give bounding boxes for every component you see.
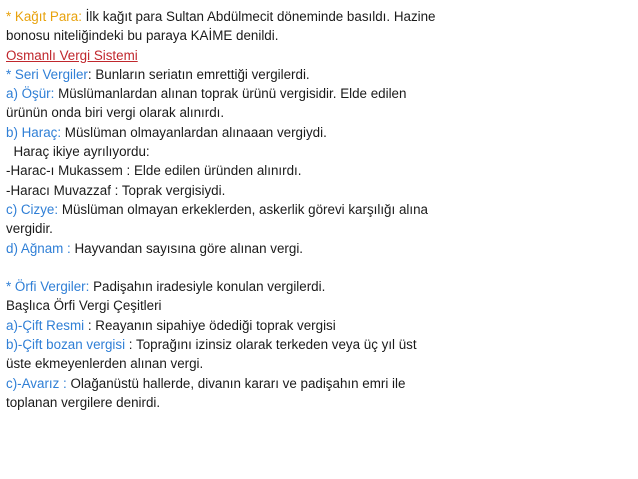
body-text: Haraç ikiye ayrılıyordu: [6, 144, 150, 160]
body-text: toplanan vergilere denirdi. [6, 394, 161, 410]
text-line [6, 181, 634, 200]
term-label: d) Ağnam : [6, 240, 71, 256]
term-label: * Seri Vergiler [6, 66, 88, 82]
term-label: b)-Çift bozan vergisi [6, 337, 126, 353]
body-text: Olağanüstü hallerde, divanın kararı ve padişahın emri ile [66, 375, 406, 391]
term-label: c) Cizye: [6, 201, 59, 217]
text-line [6, 239, 634, 258]
body-text: İlk kağıt para Sultan Abdülmecit döneminde basıldı. Hazine [81, 9, 436, 24]
term-label: c)-Avarız : [6, 375, 67, 391]
body-text: vergidir. [6, 221, 53, 237]
body-text: üste ekmeyenlerden alınan vergi. [6, 356, 204, 372]
text-line [6, 374, 634, 393]
term-label: b) Haraç: [6, 124, 62, 140]
text-line [6, 26, 634, 45]
term-label: a)-Çift Resmi [6, 317, 85, 333]
body-text: Başlıca Örfi Vergi Çeşitleri [6, 298, 162, 314]
text-line [6, 142, 634, 161]
text-line [6, 46, 634, 65]
term-label: * Örfi Vergiler: [6, 279, 90, 295]
section-heading: Osmanlı Vergi Sistemi [6, 47, 138, 63]
text-line [6, 123, 634, 142]
text-line [6, 84, 634, 103]
term-label: * Kağıt Para: [6, 9, 82, 24]
text-line [6, 65, 634, 84]
text-line [6, 316, 634, 335]
body-text: -Haracı Muvazzaf : Toprak vergisiydi. [6, 182, 226, 198]
body-text: Hayvandan sayısına göre alınan vergi. [70, 240, 304, 256]
blank-line [6, 258, 634, 277]
slide-text-body [6, 7, 634, 412]
body-text: bonosu niteliğindeki bu paraya KAİME denildi. [6, 28, 279, 44]
text-line [6, 335, 634, 354]
body-text: -Harac-ı Mukassem : Elde edilen üründen alınırdı. [6, 163, 302, 179]
body-text: Müslümanlardan alınan toprak ürünü vergisidir. Elde edilen [54, 86, 407, 102]
body-text: Müslüman olmayanlardan alınaaan vergiydi. [61, 124, 327, 140]
text-line [6, 219, 634, 238]
text-line [6, 354, 634, 373]
text-line [6, 161, 634, 180]
text-line [6, 103, 634, 122]
text-line [6, 393, 634, 412]
body-text: : Toprağını izinsiz olarak terkeden veya üç yıl üst [125, 337, 417, 353]
body-text: : Reayanın sipahiye ödediği toprak vergisi [84, 317, 336, 333]
body-text: : Bunların seriatın emrettiği vergilerdi. [87, 66, 310, 82]
text-line [6, 296, 634, 315]
term-label: a) Öşür: [6, 86, 55, 102]
body-text: Padişahın iradesiyle konulan vergilerdi. [89, 279, 326, 295]
body-text: Müslüman olmayan erkeklerden, askerlik görevi karşılığı alına [58, 201, 428, 217]
body-text: ürünün onda biri vergi olarak alınırdı. [6, 105, 225, 121]
text-line [6, 200, 634, 219]
text-line [6, 277, 634, 296]
text-line [6, 7, 634, 26]
